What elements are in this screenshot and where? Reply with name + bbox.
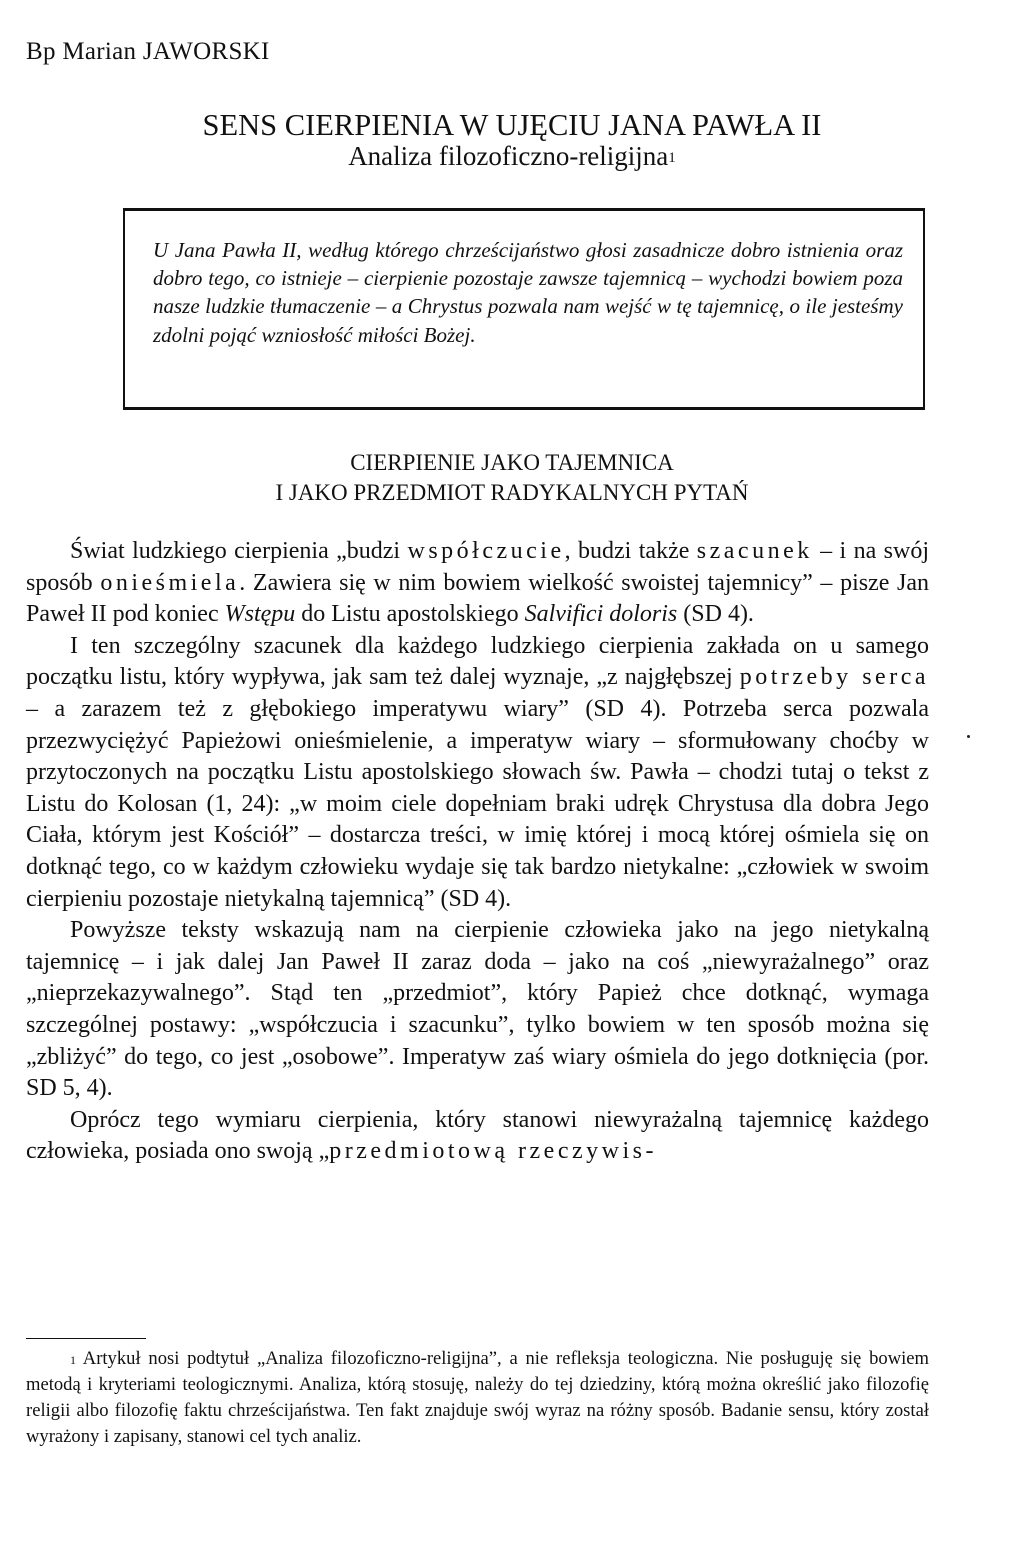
footnote-body — [26, 1346, 929, 1450]
abstract-text: U Jana Pawła II, według którego chrześcijaństwo głosi zasadnicze dobro istnienia oraz dobro tego, co istnieje – cierpienie pozostaje zawsze tajemnicą – wychodzi bowiem poza nasze ludzkie tłumaczenie – a Chrystus pozwala nam wejść w tę tajemnicę, o ile jesteśmy zdolni pojąć wzniosłość miłości Bożej. — [153, 238, 903, 347]
article-subtitle — [0, 140, 1024, 172]
scan-speck — [967, 735, 970, 738]
footnote-marker: 1 — [70, 1353, 76, 1367]
footnote-text: Artykuł nosi podtytuł „Analiza filozoficzno-religijna”, a nie refleksja teologiczna. Nie posługuję się bowiem metodą i kryteriami teologicznymi. Analiza, którą stosuję, należy do tej dziedziny, którą można określić jako filozofię religii albo filozofię faktu chrześcijaństwa. Ten fakt znajduje swój wyraz na różny sposób. Badanie sensu, który został wyrażony i zapisany, stanowi cel tych analiz. — [26, 1348, 929, 1447]
section-heading-line-2: I JAKO PRZEDMIOT RADYKALNYCH PYTAŃ — [275, 480, 749, 505]
article-title: SENS CIERPIENIA W UJĘCIU JANA PAWŁA II — [202, 108, 822, 142]
section-heading — [0, 448, 1024, 508]
spaced-emphasis: potrzeby serca — [739, 664, 929, 691]
spaced-emphasis: onieśmiela — [100, 569, 240, 596]
text-run: – i na swój sposób — [26, 538, 929, 596]
paragraph-4 — [26, 1105, 929, 1168]
text-run: I ten szczególny szacunek dla każdego ludzkiego cierpienia zakłada on u samego początku listu, który wypływa, jak sam też dalej wyznaje, „z najgłębszej — [26, 632, 929, 691]
italic-emphasis: Salvifici doloris — [524, 601, 678, 628]
body-text — [26, 536, 929, 1168]
paragraph-3: Powyższe teksty wskazują nam na cierpienie człowieka jako na jego nietykalną tajemnicę – i jak dalej Jan Paweł II zaraz doda – jako na coś „niewyrażalnego” oraz „nieprzekazywalnego”. Stąd ten „przedmiot”, który Papież chce dotknąć, wymaga szczególnej postawy: „współczucia i szacunku”, tylko bowiem w ten sposób można się „zbliżyć” do tego, co jest „osobowe”. Imperatyw zaś wiary ośmiela do jego dotknięcia (por. SD 5, 4). — [26, 917, 929, 1102]
text-run: (SD 4). — [677, 601, 754, 628]
section-heading-line-1: CIERPIENIE JAKO TAJEMNICA — [350, 450, 674, 475]
author-name: Bp Marian JAWORSKI — [26, 38, 270, 65]
paragraph-2 — [26, 631, 929, 915]
abstract-box — [123, 208, 925, 410]
text-run: . Zawiera się w nim bowiem wielkość swoistej tajemnicy” – pisze Jan Paweł II pod koniec — [26, 569, 929, 628]
paragraph-1 — [26, 536, 929, 631]
subtitle-text: Analiza filozoficzno-religijna — [348, 141, 669, 171]
footnote — [26, 1346, 929, 1450]
text-run: Oprócz tego wymiaru cierpienia, który stanowi niewyrażalną tajemnicę każdego człowieka, posiada ono swoją „ — [26, 1106, 929, 1165]
footnote-separator — [26, 1338, 146, 1339]
text-run: – a zarazem też z głębokiego imperatywu wiary” (SD 4). Potrzeba serca pozwala przezwyciężyć Papieżowi onieśmielenie, a imperatyw wiary – sformułowany choćby w przytoczonych na początku Listu apostolskiego słowach św. Pawła – chodzi tutaj o tekst z Listu do Kolosan (1, 24): „w moim ciele dopełniam braki udręk Chrystusa dla dobra Jego Ciała, którym jest Kościół” – dostarcza treści, w imię której i mocą której ośmiela się on dotknąć tego, co w każdym człowieku wydaje się tak bardzo nietykalne: „człowiek w swoim cierpieniu pozostaje nietykalną tajemnicą” (SD 4). — [26, 695, 929, 912]
spaced-emphasis: przedmiotową rzeczywis- — [329, 1138, 657, 1165]
footnote-reference: 1 — [668, 150, 676, 166]
spaced-emphasis: współczucie — [407, 538, 565, 564]
spaced-emphasis: szacunek — [696, 538, 813, 564]
text-run: do Listu apostolskiego — [295, 601, 525, 628]
text-run: , budzi także — [564, 538, 697, 564]
italic-emphasis: Wstępu — [224, 601, 296, 628]
text-run: Świat ludzkiego cierpienia „budzi — [70, 538, 408, 564]
